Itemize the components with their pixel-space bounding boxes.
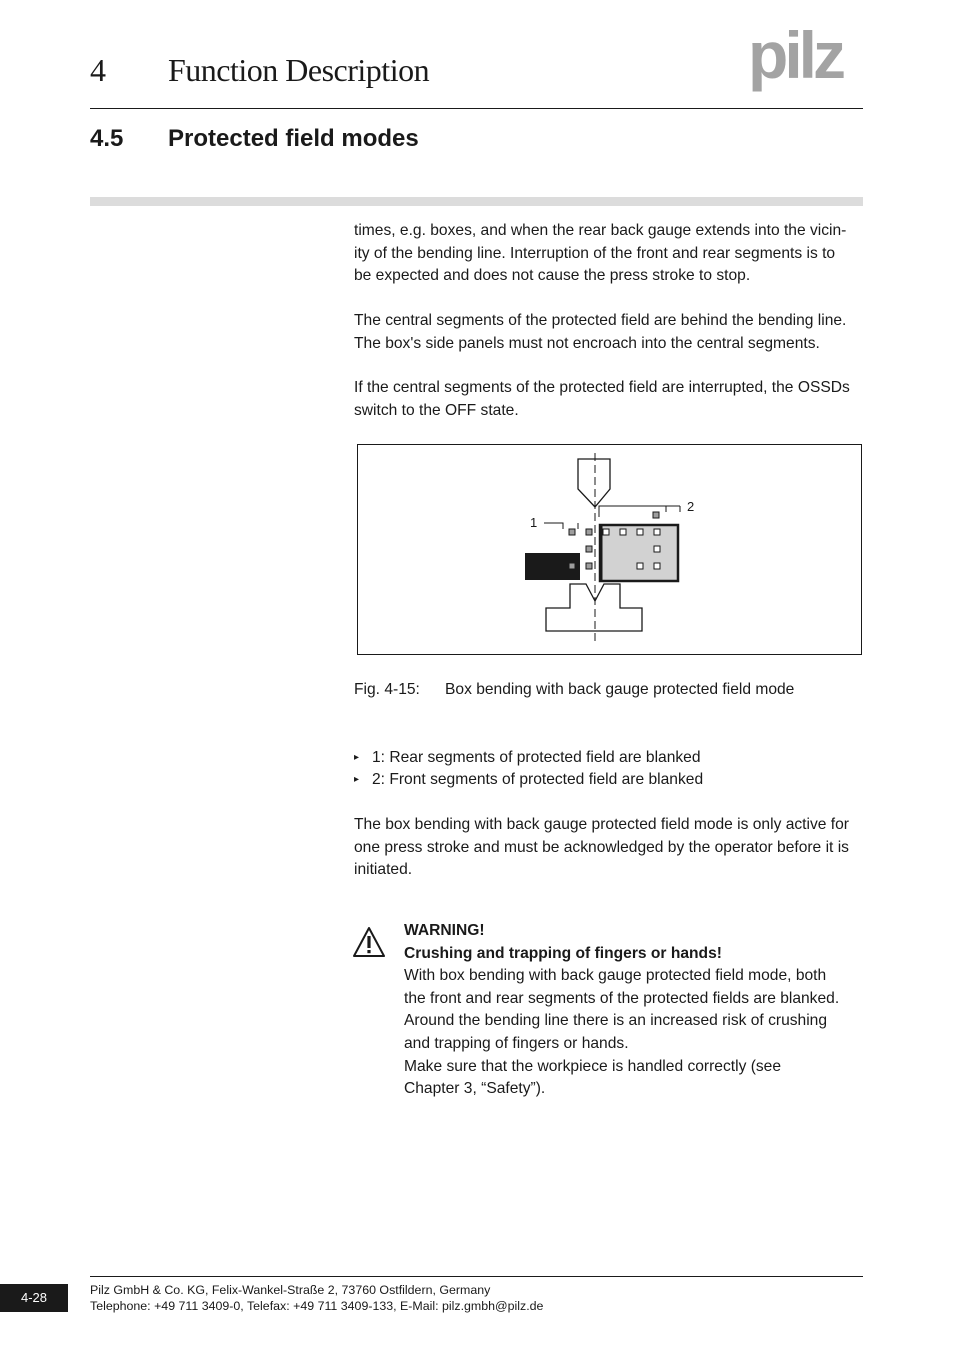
figure-caption: [354, 681, 794, 699]
text-line: one press stroke and must be acknowledged by the operator before it is: [354, 838, 849, 856]
paragraph-acknowledge: [354, 814, 866, 882]
warning-triangle-icon: [352, 926, 386, 958]
text-line: If the central segments of the protected field are interrupted, the OSSDs: [354, 379, 850, 396]
lower-tool-shape: [546, 584, 642, 631]
section-band: [90, 197, 863, 206]
text-line: The central segments of the protected field are behind the bending line.: [354, 312, 847, 329]
svg-text:pilz: pilz: [748, 28, 842, 92]
segment-active: [637, 563, 643, 569]
warning-subheading: Crushing and trapping of fingers or hands!: [404, 944, 722, 962]
figure-caption-label: Fig. 4-15:: [354, 681, 420, 698]
list-item: [354, 747, 701, 769]
header-rule: [90, 108, 863, 109]
segment-blanked: [586, 529, 592, 535]
warning-heading: WARNING!: [404, 922, 485, 939]
paragraph-central-segments: [354, 310, 866, 355]
triangle-bullet-icon: ▸: [354, 774, 360, 785]
text-line: switch to the OFF state.: [354, 401, 519, 419]
figure-caption-text: Box bending with back gauge protected field mode: [445, 681, 795, 698]
text-line: be expected and does not cause the press stroke to stop.: [354, 267, 751, 285]
callout-1-label: 1: [530, 515, 538, 530]
segment-blanked: [586, 546, 592, 552]
footer-rule: [90, 1276, 863, 1277]
callout-2-label: 2: [687, 499, 695, 514]
footer-address: Pilz GmbH & Co. KG, Felix-Wankel-Straße 2, 73760 Ostfildern, Germany: [90, 1283, 491, 1297]
figure-box-bending: [357, 444, 862, 655]
paragraph-continued: [354, 220, 866, 288]
text-line: initiated.: [354, 861, 413, 879]
footer-contact: Telephone: +49 711 3409-0, Telefax: +49 711 3409-133, E-Mail: pilz.gmbh@pilz.de: [90, 1299, 544, 1313]
segment-blanked: [569, 563, 575, 569]
text-line: the front and rear segments of the protected fields are blanked.: [404, 989, 840, 1007]
segment-active: [654, 563, 660, 569]
text-line: Chapter 3, “Safety”).: [404, 1080, 546, 1098]
list-item-text: 1: Rear segments of protected field are blanked: [372, 749, 701, 766]
triangle-bullet-icon: ▸: [354, 752, 360, 763]
chapter-number: 4: [90, 52, 106, 88]
list-item-text: 2: Front segments of protected field are blanked: [372, 771, 704, 788]
segment-active: [654, 529, 660, 535]
segment-blanked: [653, 512, 659, 518]
section-title: Protected field modes: [168, 125, 419, 152]
segment-active: [654, 546, 660, 552]
segment-active: [620, 529, 626, 535]
section-number: 4.5: [90, 125, 124, 152]
warning-block: [404, 920, 864, 1101]
box-bending-diagram: [358, 445, 863, 656]
list-item: [354, 769, 703, 791]
callout-2-leader: [599, 506, 680, 517]
segment-active: [603, 529, 609, 535]
text-line: The box bending with back gauge protected field mode is only active for: [354, 816, 849, 833]
text-line: The box's side panels must not encroach into the central segments.: [354, 334, 820, 352]
text-line: With box bending with back gauge protected field mode, both: [404, 967, 827, 985]
pilz-logo: [748, 28, 864, 94]
segment-active: [637, 529, 643, 535]
text-line: times, e.g. boxes, and when the rear back gauge extends into the vicin-: [354, 222, 847, 239]
text-line: and trapping of fingers or hands.: [404, 1034, 629, 1052]
segment-blanked: [586, 563, 592, 569]
text-line: Make sure that the workpiece is handled correctly (see: [404, 1057, 782, 1075]
chapter-title: Function Description: [168, 52, 430, 88]
paragraph-ossd-off: [354, 377, 866, 422]
text-line: Around the bending line there is an increased risk of crushing: [404, 1012, 828, 1030]
segment-blanked: [569, 529, 575, 535]
callout-1-leader: [544, 523, 578, 529]
upper-tool-shape: [578, 459, 610, 507]
page-number: 4-28: [0, 1284, 68, 1312]
text-line: ity of the bending line. Interruption of the front and rear segments is to: [354, 244, 836, 262]
